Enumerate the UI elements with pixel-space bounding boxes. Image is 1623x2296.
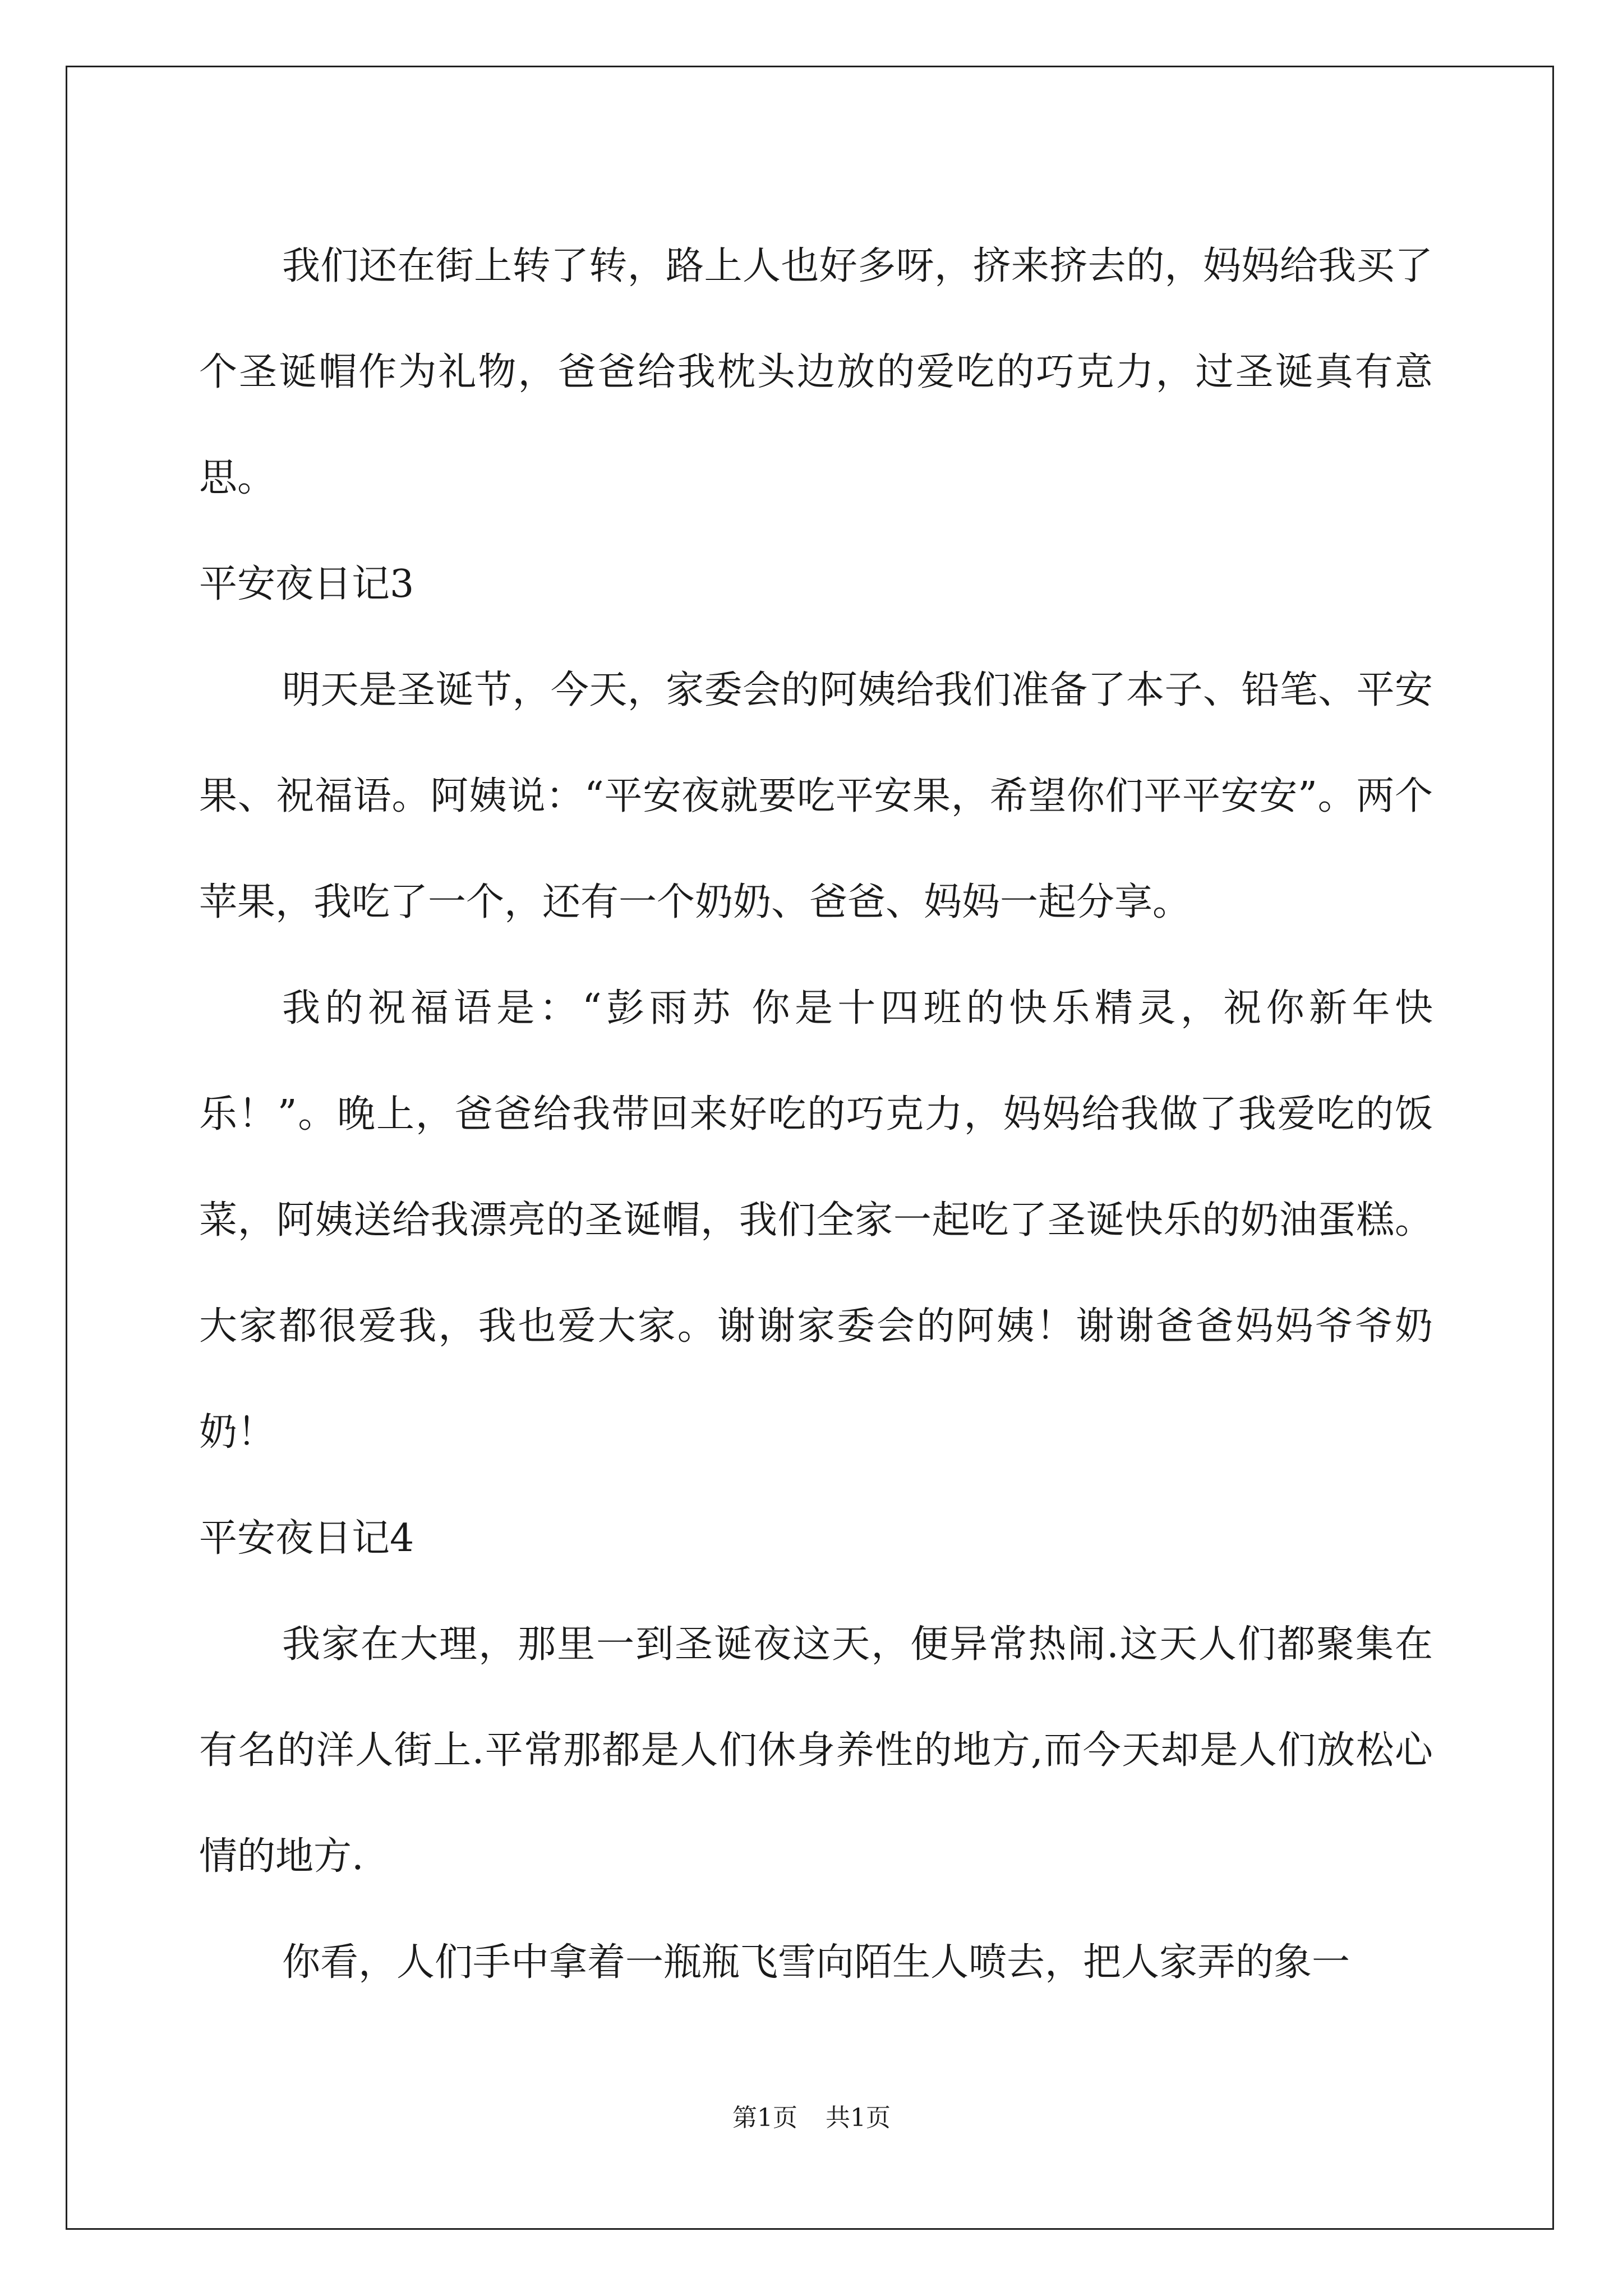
paragraph: 我家在大理，那里一到圣诞夜这天，便异常热闹.这天人们都聚集在有名的洋人街上.平常那都是人们休身养性的地方,而今天却是人们放松心情的地方. (199, 1622, 1433, 1879)
page-number: 第1页 (732, 2104, 797, 2132)
page-total: 共1页 (826, 2104, 891, 2132)
paragraph: 明天是圣诞节，今天，家委会的阿姨给我们准备了本子、铅笔、平安果、祝福语。阿姨说：“平安夜就要吃平安果，希望你们平平安安”。两个苹果，我吃了一个，还有一个奶奶、爸爸、妈妈一起分享。 (199, 668, 1433, 924)
document-body (199, 213, 1433, 2016)
section-heading: 平安夜日记4 (199, 1516, 414, 1561)
page-footer (0, 2097, 1623, 2133)
paragraph: 我们还在街上转了转，路上人也好多呀，挤来挤去的，妈妈给我买了个圣诞帽作为礼物，爸爸给我枕头边放的爱吃的巧克力，过圣诞真有意思。 (199, 244, 1433, 500)
paragraph: 你看，人们手中拿着一瓶瓶飞雪向陌生人喷去，把人家弄的象一 (282, 1940, 1350, 1985)
section-heading: 平安夜日记3 (199, 562, 414, 606)
paragraph: 我的祝福语是：“彭雨苏 你是十四班的快乐精灵，祝你新年快乐！”。晚上，爸爸给我带回来好吃的巧克力，妈妈给我做了我爱吃的饭菜，阿姨送给我漂亮的圣诞帽，我们全家一起吃了圣诞快乐的奶油蛋糕。大家都很爱我，我也爱大家。谢谢家委会的阿姨！谢谢爸爸妈妈爷爷奶奶！ (199, 986, 1433, 1455)
